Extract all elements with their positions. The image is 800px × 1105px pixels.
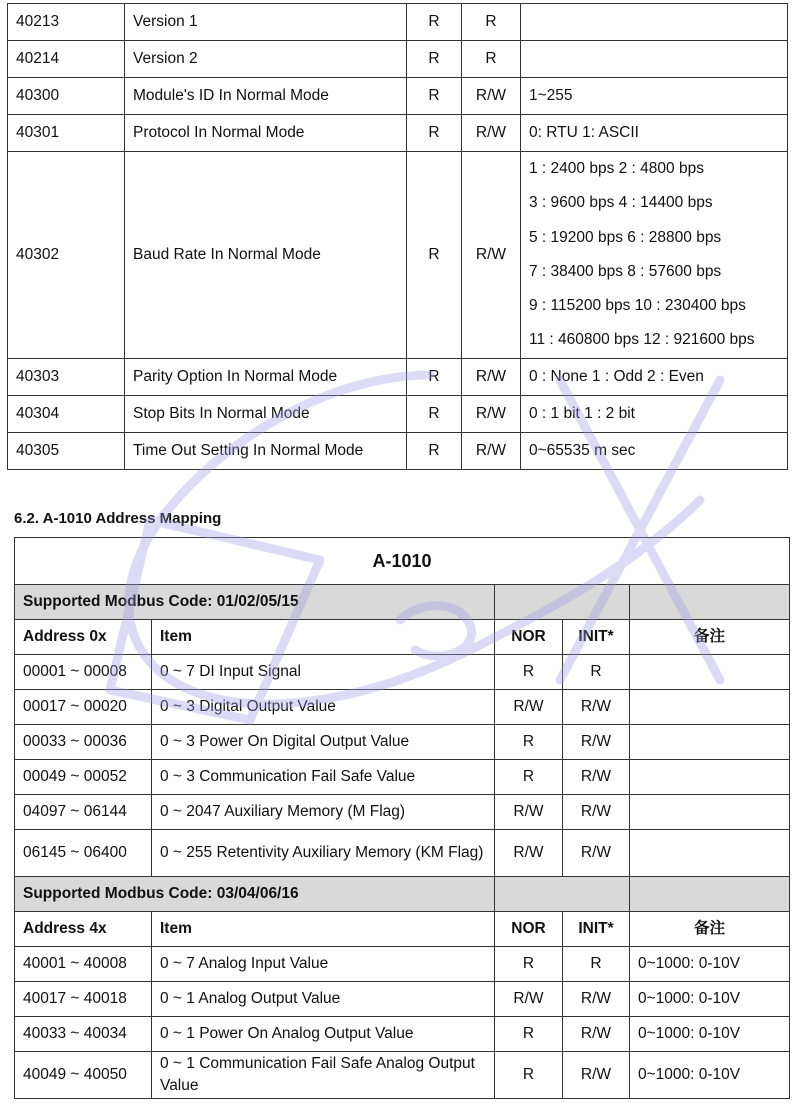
address-mapping-table	[14, 537, 790, 1099]
table-row	[15, 947, 790, 982]
nor-cell: R	[495, 725, 563, 760]
item-cell: 0 ~ 1 Communication Fail Safe Analog Output Value	[152, 1052, 495, 1099]
header-nor: NOR	[495, 620, 563, 655]
header-address: Address 0x	[15, 620, 152, 655]
table-row	[15, 982, 790, 1017]
init-cell: R/W	[563, 1052, 630, 1099]
init-cell: R/W	[563, 795, 630, 830]
address-cell: 40303	[8, 358, 125, 395]
section-label: Supported Modbus Code: 03/04/06/16	[15, 877, 495, 912]
header-item: Item	[152, 912, 495, 947]
access-cell: R	[407, 4, 462, 41]
table-row	[15, 760, 790, 795]
note-cell	[630, 690, 790, 725]
item-cell: 0 ~ 1 Analog Output Value	[152, 982, 495, 1017]
header-row	[15, 912, 790, 947]
note-cell	[630, 725, 790, 760]
table-row	[8, 152, 788, 359]
access-cell: R/W	[462, 432, 521, 469]
table-row	[8, 395, 788, 432]
nor-cell: R/W	[495, 690, 563, 725]
section-blank	[495, 585, 630, 620]
init-cell: R/W	[563, 830, 630, 877]
note-cell	[630, 760, 790, 795]
access-cell: R	[407, 41, 462, 78]
access-cell: R/W	[462, 115, 521, 152]
name-cell: Time Out Setting In Normal Mode	[125, 432, 407, 469]
table-row	[15, 655, 790, 690]
init-cell: R/W	[563, 982, 630, 1017]
item-cell: 0 ~ 7 Analog Input Value	[152, 947, 495, 982]
table-row	[8, 41, 788, 78]
name-cell: Baud Rate In Normal Mode	[125, 152, 407, 359]
name-cell: Module's ID In Normal Mode	[125, 78, 407, 115]
access-cell: R	[462, 4, 521, 41]
nor-cell: R	[495, 655, 563, 690]
note-cell: 0~1000: 0-10V	[630, 1052, 790, 1099]
table-row	[15, 795, 790, 830]
table-row	[15, 1052, 790, 1099]
note-cell: 0~1000: 0-10V	[630, 1017, 790, 1052]
table-row	[15, 690, 790, 725]
name-cell: Stop Bits In Normal Mode	[125, 395, 407, 432]
init-cell: R	[563, 655, 630, 690]
desc-cell: 0~65535 m sec	[521, 432, 788, 469]
address-cell: 00017 ~ 00020	[15, 690, 152, 725]
desc-cell: 0 : 1 bit 1 : 2 bit	[521, 395, 788, 432]
access-cell: R/W	[462, 78, 521, 115]
name-cell: Version 2	[125, 41, 407, 78]
section-row	[15, 877, 790, 912]
baud-option: 7 : 38400 bps 8 : 57600 bps	[529, 262, 722, 280]
table-title: A-1010	[15, 538, 790, 585]
baud-options-cell	[521, 152, 788, 359]
table-row	[8, 4, 788, 41]
item-cell: 0 ~ 3 Digital Output Value	[152, 690, 495, 725]
item-cell: 0 ~ 3 Power On Digital Output Value	[152, 725, 495, 760]
header-note: 备注	[630, 912, 790, 947]
name-cell: Protocol In Normal Mode	[125, 115, 407, 152]
table-title-row	[15, 538, 790, 585]
desc-cell: 1~255	[521, 78, 788, 115]
header-note: 备注	[630, 620, 790, 655]
nor-cell: R	[495, 947, 563, 982]
desc-cell: 0: RTU 1: ASCII	[521, 115, 788, 152]
item-cell: 0 ~ 7 DI Input Signal	[152, 655, 495, 690]
name-cell: Parity Option In Normal Mode	[125, 358, 407, 395]
address-cell: 40214	[8, 41, 125, 78]
address-cell: 04097 ~ 06144	[15, 795, 152, 830]
address-cell: 40033 ~ 40034	[15, 1017, 152, 1052]
header-init: INIT*	[563, 912, 630, 947]
address-cell: 40304	[8, 395, 125, 432]
table-row	[8, 78, 788, 115]
address-cell: 00001 ~ 00008	[15, 655, 152, 690]
access-cell: R/W	[462, 152, 521, 359]
table-row	[15, 725, 790, 760]
note-cell	[630, 795, 790, 830]
access-cell: R	[462, 41, 521, 78]
access-cell: R	[407, 432, 462, 469]
access-cell: R	[407, 78, 462, 115]
address-cell: 40017 ~ 40018	[15, 982, 152, 1017]
header-nor: NOR	[495, 912, 563, 947]
address-cell: 40213	[8, 4, 125, 41]
address-cell: 40305	[8, 432, 125, 469]
access-cell: R	[407, 358, 462, 395]
section-blank	[495, 877, 630, 912]
table-row	[8, 432, 788, 469]
section-blank	[630, 877, 790, 912]
nor-cell: R	[495, 1052, 563, 1099]
note-cell: 0~1000: 0-10V	[630, 947, 790, 982]
note-cell	[630, 830, 790, 877]
access-cell: R	[407, 115, 462, 152]
desc-cell	[521, 4, 788, 41]
desc-cell: 0 : None 1 : Odd 2 : Even	[521, 358, 788, 395]
register-table-top	[7, 3, 788, 470]
item-cell: 0 ~ 3 Communication Fail Safe Value	[152, 760, 495, 795]
header-init: INIT*	[563, 620, 630, 655]
nor-cell: R/W	[495, 795, 563, 830]
item-cell: 0 ~ 1 Power On Analog Output Value	[152, 1017, 495, 1052]
access-cell: R/W	[462, 395, 521, 432]
table-row	[8, 115, 788, 152]
nor-cell: R	[495, 760, 563, 795]
baud-option: 1 : 2400 bps 2 : 4800 bps	[529, 160, 704, 177]
address-cell: 00049 ~ 00052	[15, 760, 152, 795]
header-row	[15, 620, 790, 655]
init-cell: R/W	[563, 1017, 630, 1052]
item-cell: 0 ~ 255 Retentivity Auxiliary Memory (KM Flag)	[152, 830, 495, 877]
note-cell	[630, 655, 790, 690]
header-address: Address 4x	[15, 912, 152, 947]
item-cell: 0 ~ 2047 Auxiliary Memory (M Flag)	[152, 795, 495, 830]
section-label: Supported Modbus Code: 01/02/05/15	[15, 585, 495, 620]
nor-cell: R	[495, 1017, 563, 1052]
access-cell: R	[407, 395, 462, 432]
section-row	[15, 585, 790, 620]
baud-option: 9 : 115200 bps 10 : 230400 bps	[529, 297, 746, 315]
access-cell: R	[407, 152, 462, 359]
baud-option: 5 : 19200 bps 6 : 28800 bps	[529, 228, 722, 246]
table-row	[15, 1017, 790, 1052]
init-cell: R/W	[563, 760, 630, 795]
address-cell: 00033 ~ 00036	[15, 725, 152, 760]
init-cell: R/W	[563, 725, 630, 760]
nor-cell: R/W	[495, 830, 563, 877]
table-row	[8, 358, 788, 395]
section-blank	[630, 585, 790, 620]
baud-option: 3 : 9600 bps 4 : 14400 bps	[529, 194, 713, 212]
address-cell: 40049 ~ 40050	[15, 1052, 152, 1099]
address-cell: 40301	[8, 115, 125, 152]
address-cell: 40001 ~ 40008	[15, 947, 152, 982]
header-item: Item	[152, 620, 495, 655]
address-cell: 40302	[8, 152, 125, 359]
note-cell: 0~1000: 0-10V	[630, 982, 790, 1017]
access-cell: R/W	[462, 358, 521, 395]
nor-cell: R/W	[495, 982, 563, 1017]
name-cell: Version 1	[125, 4, 407, 41]
address-cell: 06145 ~ 06400	[15, 830, 152, 877]
baud-option: 11 : 460800 bps 12 : 921600 bps	[529, 331, 755, 349]
section-heading: 6.2. A-1010 Address Mapping	[14, 510, 222, 527]
init-cell: R	[563, 947, 630, 982]
init-cell: R/W	[563, 690, 630, 725]
address-cell: 40300	[8, 78, 125, 115]
table-row	[15, 830, 790, 877]
desc-cell	[521, 41, 788, 78]
